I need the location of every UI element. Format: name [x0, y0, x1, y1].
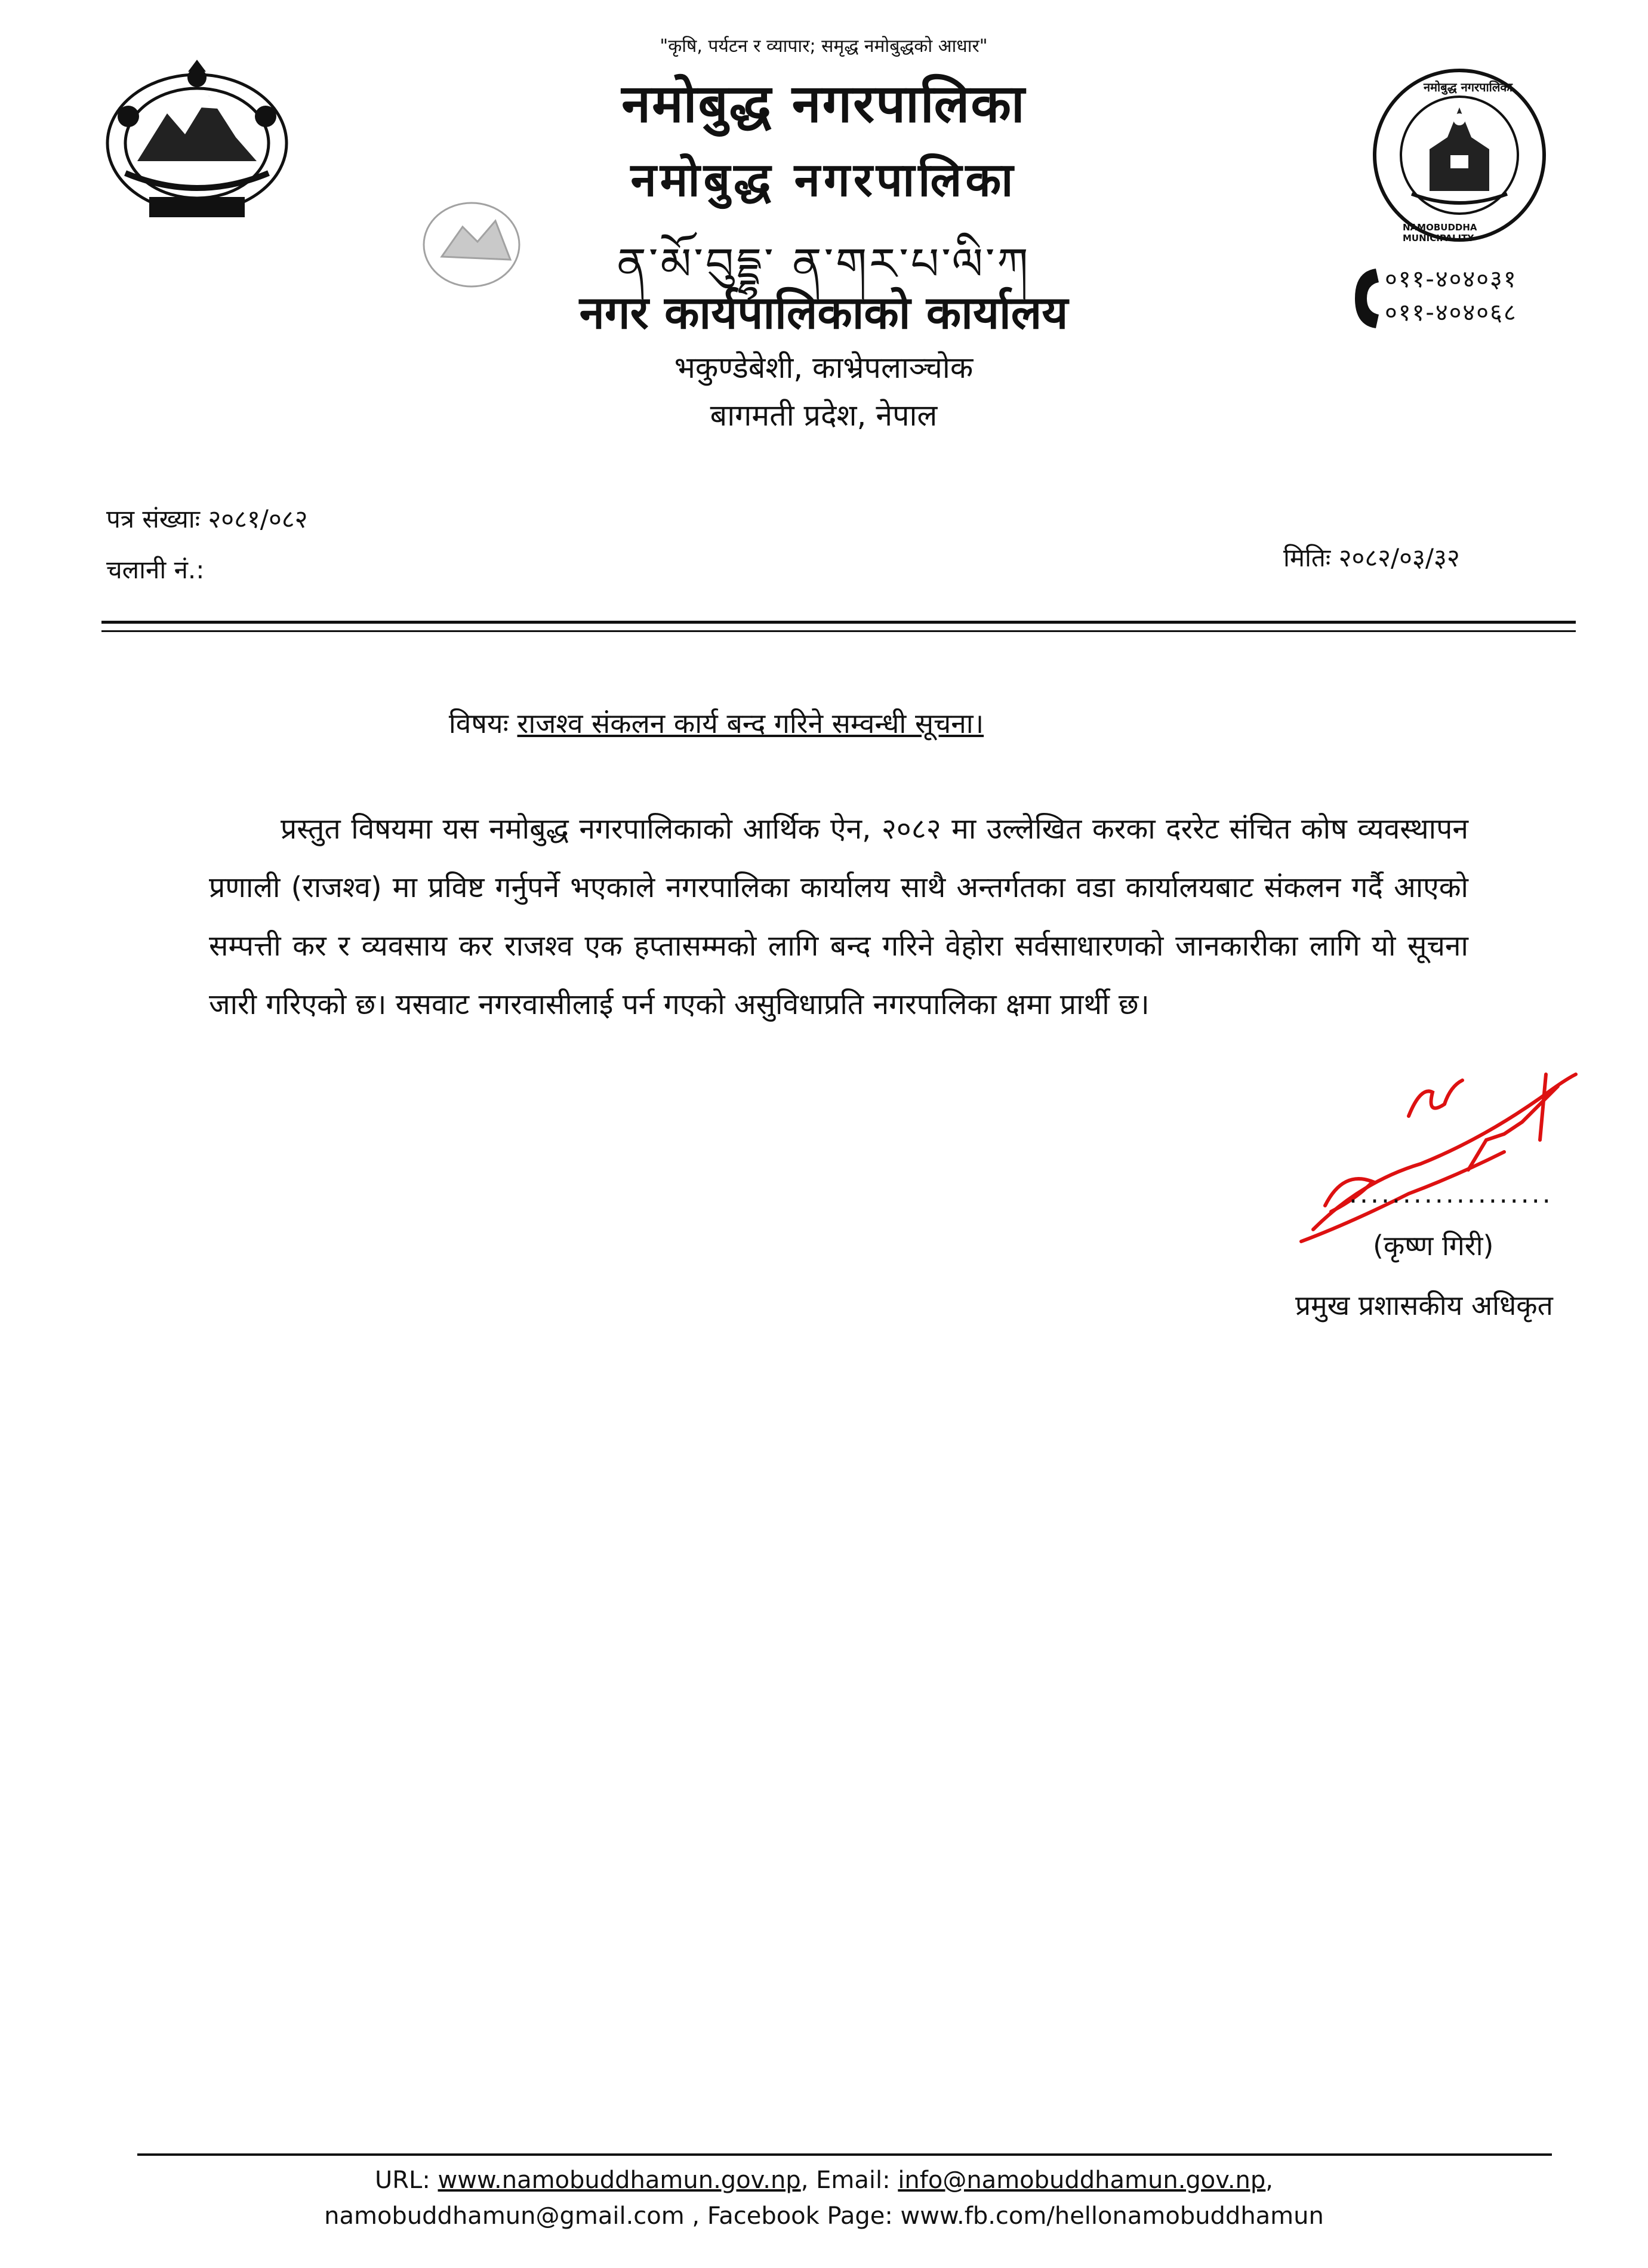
footer-line-2: namobuddhamun@gmail.com , Facebook Page: www.fb.com/hellonamobuddhamun	[324, 2202, 1324, 2230]
notice-body: प्रस्तुत विषयमा यस नमोबुद्ध नगरपालिकाको आर्थिक ऐन, २०८२ मा उल्लेखित करका दररेट संचित कोष व्यवस्थापन प्रणाली (राजश्व) मा प्रविष्ट गर्नुपर्ने भएकाले नगरपालिका कार्यालय साथै अन्तर्गतका वडा कार्यालयबाट संकलन गर्दै आएको सम्पत्ती कर र व्यवसाय कर राजश्व एक हप्तासम्मको लागि बन्द गरिने वेहोरा सर्वसाधारणको जानकारीका लागि यो सूचना जारी गरिएको छ। यसवाट नगरवासीलाई पर्न गएको असुविधाप्रति नगरपालिका क्षमा प्रार्थी छ।	[209, 812, 1468, 1021]
logo-text-top: नमोबुद्ध नगरपालिका	[1424, 80, 1513, 94]
phone-number-2: ०११-४०४०६८	[1385, 299, 1517, 326]
municipality-name-tibetan: ན་མོ་བུདྡྷ་ ན་གར་པ་ལི་ཀ	[617, 239, 1031, 290]
phone-icon	[1352, 266, 1382, 331]
header-divider	[101, 621, 1576, 624]
subject-line	[239, 704, 1194, 741]
municipality-logo	[1370, 66, 1549, 245]
footer-line-1: URL: www.namobuddhamun.gov.np, Email: info@namobuddhamun.gov.np,	[374, 2167, 1274, 2194]
reference-number	[106, 501, 307, 535]
dispatch-number: चलानी नं.:	[106, 555, 205, 584]
header-divider-thin	[101, 630, 1576, 632]
subject-text: राजश्व संकलन कार्य बन्द गरिने सम्वन्धी सूचना।	[517, 707, 984, 739]
footer-divider	[137, 2153, 1552, 2156]
subject-label: विषयः	[448, 707, 509, 739]
logo-text-bottom: NAMOBUDDHA MUNICIPALITY	[1403, 222, 1477, 244]
motto: "कृषि, पर्यटन र व्यापार; समृद्ध नमोबुद्धको आधार"	[660, 36, 988, 57]
government-emblem-logo	[90, 60, 304, 239]
phone-numbers	[1385, 263, 1517, 329]
address-line-2: बागमती प्रदेश, नेपाल	[710, 398, 938, 433]
address-line-1: भकुण्डेबेशी, काभ्रेपलाञ्चोक	[674, 350, 974, 385]
municipality-name-newari: नमोबुद्ध नगरपालिका	[630, 153, 1017, 207]
date-value: २०८२/०३/३२	[1338, 543, 1460, 572]
reference-label: पत्र संख्याः	[106, 504, 201, 534]
letter-date	[1283, 540, 1460, 574]
footer-url-label: URL:	[374, 2167, 430, 2194]
footer-url-link[interactable]: www.namobuddhamun.gov.np	[438, 2167, 801, 2194]
footer-email-link[interactable]: info@namobuddhamun.gov.np	[898, 2167, 1266, 2194]
date-label: मितिः	[1283, 543, 1331, 572]
footer-email-label: , Email:	[800, 2167, 891, 2194]
phone-number-1: ०११-४०४०३१	[1385, 266, 1517, 293]
signature-line: ...................	[1349, 1179, 1553, 1209]
municipality-name-nepali: नमोबुद्ध नगरपालिका	[621, 73, 1026, 134]
signatory-title: प्रमुख प्रशासकीय अधिकृत	[1295, 1289, 1553, 1321]
office-title: नगर कार्यपालिकाको कार्यालय	[579, 286, 1068, 339]
signatory-name: (कृष्ण गिरी)	[1373, 1229, 1494, 1262]
reference-value: २०८१/०८२	[208, 504, 308, 534]
